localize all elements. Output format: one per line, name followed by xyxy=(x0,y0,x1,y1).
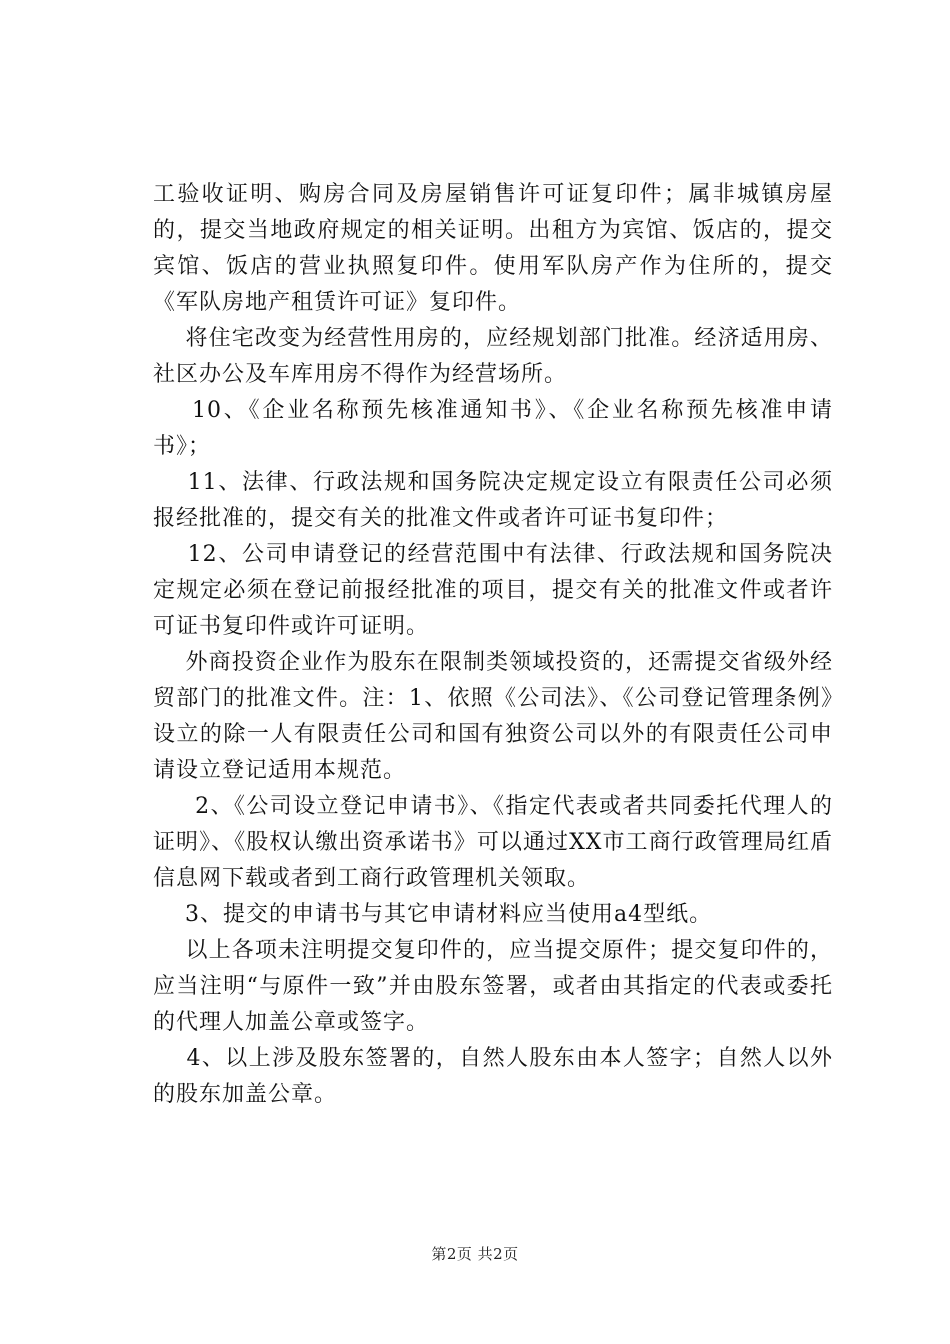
page-number-footer: 第2页 共2页 xyxy=(431,1245,519,1263)
paragraph: 11、法律、行政法规和国务院决定规定设立有限责任公司必须报经批准的，提交有关的批准文件或者许可证书复印件； xyxy=(153,470,833,531)
paragraph: 10、《企业名称预先核准通知书》、《企业名称预先核准申请书》； xyxy=(153,398,833,459)
paragraph: 2、《公司设立登记申请书》、《指定代表或者共同委托代理人的证明》、《股权认缴出资承诺书》可以通过XX市工商行政管理局红盾信息网下载或者到工商行政管理机关领取。 xyxy=(153,794,833,891)
paragraph: 工验收证明、购房合同及房屋销售许可证复印件；属非城镇房屋的，提交当地政府规定的相关证明。出租方为宾馆、饭店的，提交宾馆、饭店的营业执照复印件。使用军队房产作为住所的，提交《军队房地产租赁许可证》复印件。 xyxy=(153,182,833,315)
paragraph: 外商投资企业作为股东在限制类领域投资的，还需提交省级外经贸部门的批准文件。注：1、依照《公司法》、《公司登记管理条例》设立的除一人有限责任公司和国有独资公司以外的有限责任公司申请设立登记适用本规范。 xyxy=(153,650,833,783)
paragraph: 12、公司申请登记的经营范围中有法律、行政法规和国务院决定规定必须在登记前报经批准的项目，提交有关的批准文件或者许可证书复印件或许可证明。 xyxy=(153,542,833,639)
paragraph: 以上各项未注明提交复印件的，应当提交原件；提交复印件的，应当注明“与原件一致”并由股东签署，或者由其指定的代表或委托的代理人加盖公章或签字。 xyxy=(153,938,833,1035)
paragraph: 将住宅改变为经营性用房的，应经规划部门批准。经济适用房、社区办公及车库用房不得作为经营场所。 xyxy=(153,326,833,387)
paragraph: 4、以上涉及股东签署的，自然人股东由本人签字；自然人以外的股东加盖公章。 xyxy=(153,1046,833,1107)
document-body xyxy=(153,177,833,1113)
paragraph: 3、提交的申请书与其它申请材料应当使用a4型纸。 xyxy=(153,902,713,927)
